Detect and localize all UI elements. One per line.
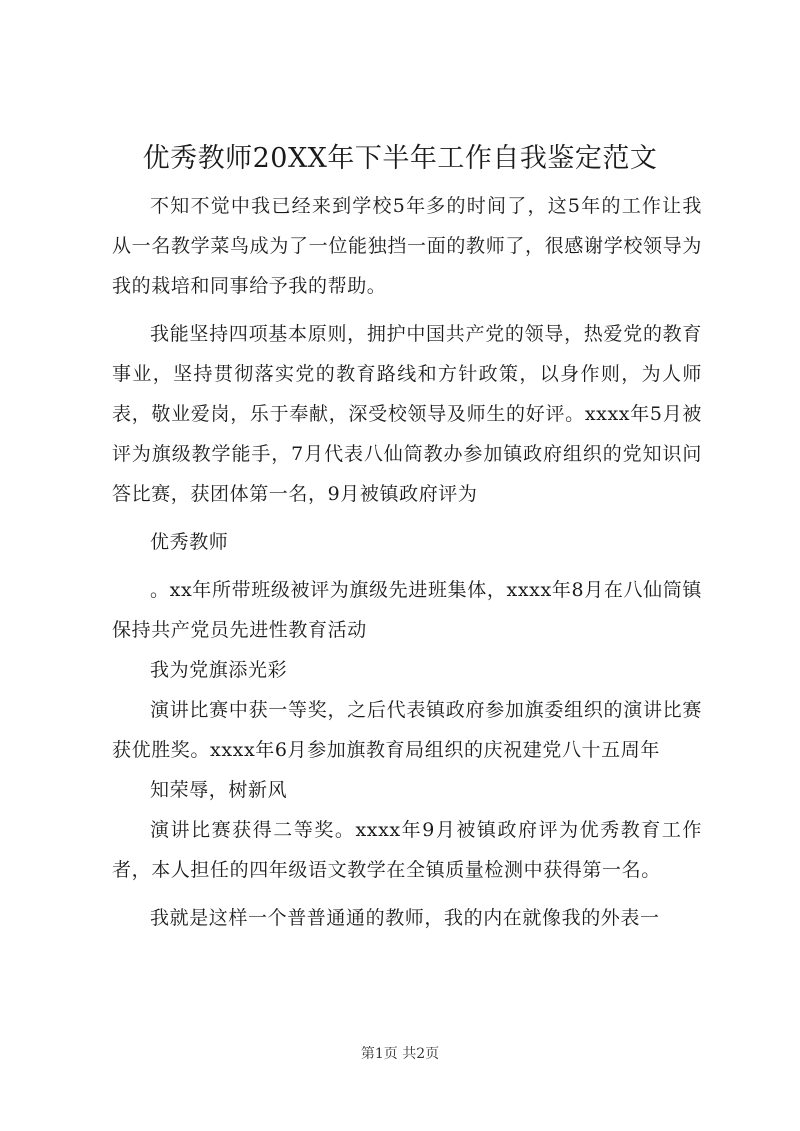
page-footer: 第1页 共2页 <box>360 1046 440 1062</box>
paragraph-speech-title-2: 知荣辱，树新风 <box>150 779 288 801</box>
paragraph-self-description: 我就是这样一个普普通通的教师，我的内在就像我的外表一 <box>150 907 660 929</box>
paragraph-award-teacher: 优秀教师 <box>150 531 229 553</box>
paragraph-class-award: 。xx年所带班级被评为旗级先进班集体，xxxx年8月在八仙筒镇保持共产党员先进性教育活动 <box>112 579 702 641</box>
document-body <box>112 186 702 938</box>
paragraph-speech-result-2: 演讲比赛获得二等奖。xxxx年9月被镇政府评为优秀教育工作者，本人担任的四年级语文教学在全镇质量检测中获得第一名。 <box>112 819 702 881</box>
paragraph-intro: 不知不觉中我已经来到学校5年多的时间了，这5年的工作让我从一名教学菜鸟成为了一位能独挡一面的教师了，很感谢学校领导为我的栽培和同事给予我的帮助。 <box>112 195 702 297</box>
paragraph-speech-title-1: 我为党旗添光彩 <box>150 659 288 681</box>
document-title: 优秀教师20XX年下半年工作自我鉴定范文 <box>142 143 658 174</box>
paragraph-principles: 我能坚持四项基本原则，拥护中国共产党的领导，热爱党的教育事业，坚持贯彻落实党的教育路线和方针政策，以身作则，为人师表，敬业爱岗，乐于奉献，深受校领导及师生的好评。xxxx年5月被评为旗级教学能手，7月代表八仙筒教办参加镇政府组织的党知识问答比赛，获团体第一名，9月被镇政府评为 <box>112 323 702 505</box>
paragraph-speech-result-1: 演讲比赛中获一等奖，之后代表镇政府参加旗委组织的演讲比赛获优胜奖。xxxx年6月参加旗教育局组织的庆祝建党八十五周年 <box>112 699 702 761</box>
